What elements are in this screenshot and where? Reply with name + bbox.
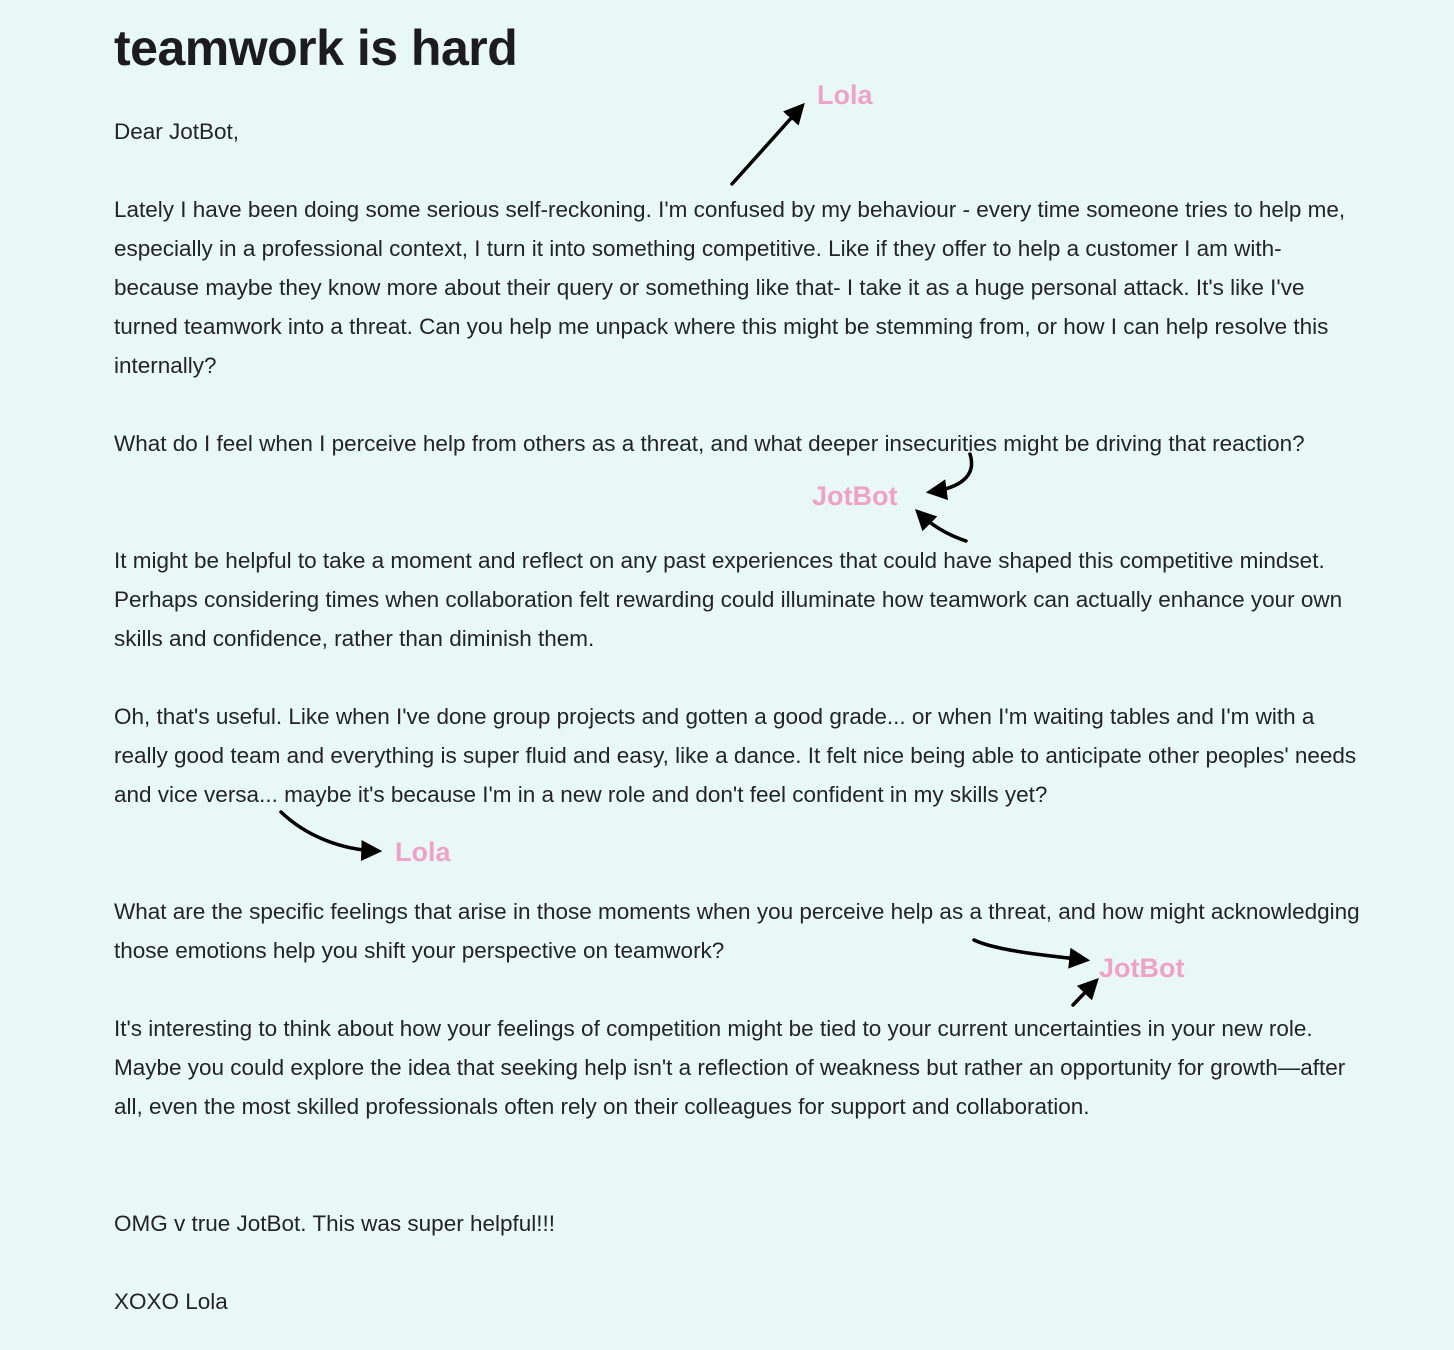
paragraph-jotbot-reflection: It might be helpful to take a moment and reflect on any past experiences that could have shaped this competitive mindset. Perhaps considering times when collaboration felt rewarding could illuminate how teamwork can actually enhance your own skills and confidence, rather than diminish them.	[114, 548, 1343, 651]
paragraph-greeting: Dear JotBot,	[114, 119, 240, 144]
paragraph-jotbot-question: What do I feel when I perceive help from others as a threat, and what deeper insecurities might be driving that reaction?	[114, 431, 1305, 456]
paragraph-lola-question: Lately I have been doing some serious self-reckoning. I'm confused by my behaviour - every time someone tries to help me, especially in a professional context, I turn it into something competitive. Like if they offer to help a customer I am with- because maybe they know more about their query or something like that- I take it as a huge personal attack. It's like I've turned teamwork into a threat. Can you help me unpack where this might be stemming from, or how I can help resolve this internally?	[114, 197, 1346, 378]
arrow-icon	[281, 812, 378, 851]
annotation-jotbot-2: JotBot	[1099, 953, 1185, 983]
annotation-lola-2: Lola	[395, 837, 451, 867]
arrow-icon	[1073, 981, 1096, 1005]
page-title: teamwork is hard	[114, 20, 518, 76]
paragraph-lola-thanks: OMG v true JotBot. This was super helpful!!!	[114, 1211, 556, 1236]
paragraph-jotbot-insight: It's interesting to think about how your feelings of competition might be tied to your current uncertainties in your new role. Maybe you could explore the idea that seeking help isn't a reflection of weakness but rather an opportunity for growth—after all, even the most skilled professionals often rely on their colleagues for support and collaboration.	[114, 1016, 1346, 1119]
annotation-lola-1: Lola	[817, 80, 873, 110]
paragraph-lola-reply: Oh, that's useful. Like when I've done group projects and gotten a good grade... or when I'm waiting tables and I'm with a really good team and everything is super fluid and easy, like a dance. It felt nice being able to anticipate other peoples' needs and vice versa... maybe it's because I'm in a new role and don't feel confident in my skills yet?	[114, 704, 1357, 807]
paragraph-signoff: XOXO Lola	[114, 1289, 228, 1314]
arrow-icon	[918, 512, 966, 541]
annotation-jotbot-1: JotBot	[812, 481, 898, 511]
paragraph-jotbot-followup: What are the specific feelings that arise in those moments when you perceive help as a threat, and how might acknowledging those emotions help you shift your perspective on teamwork?	[114, 899, 1360, 963]
